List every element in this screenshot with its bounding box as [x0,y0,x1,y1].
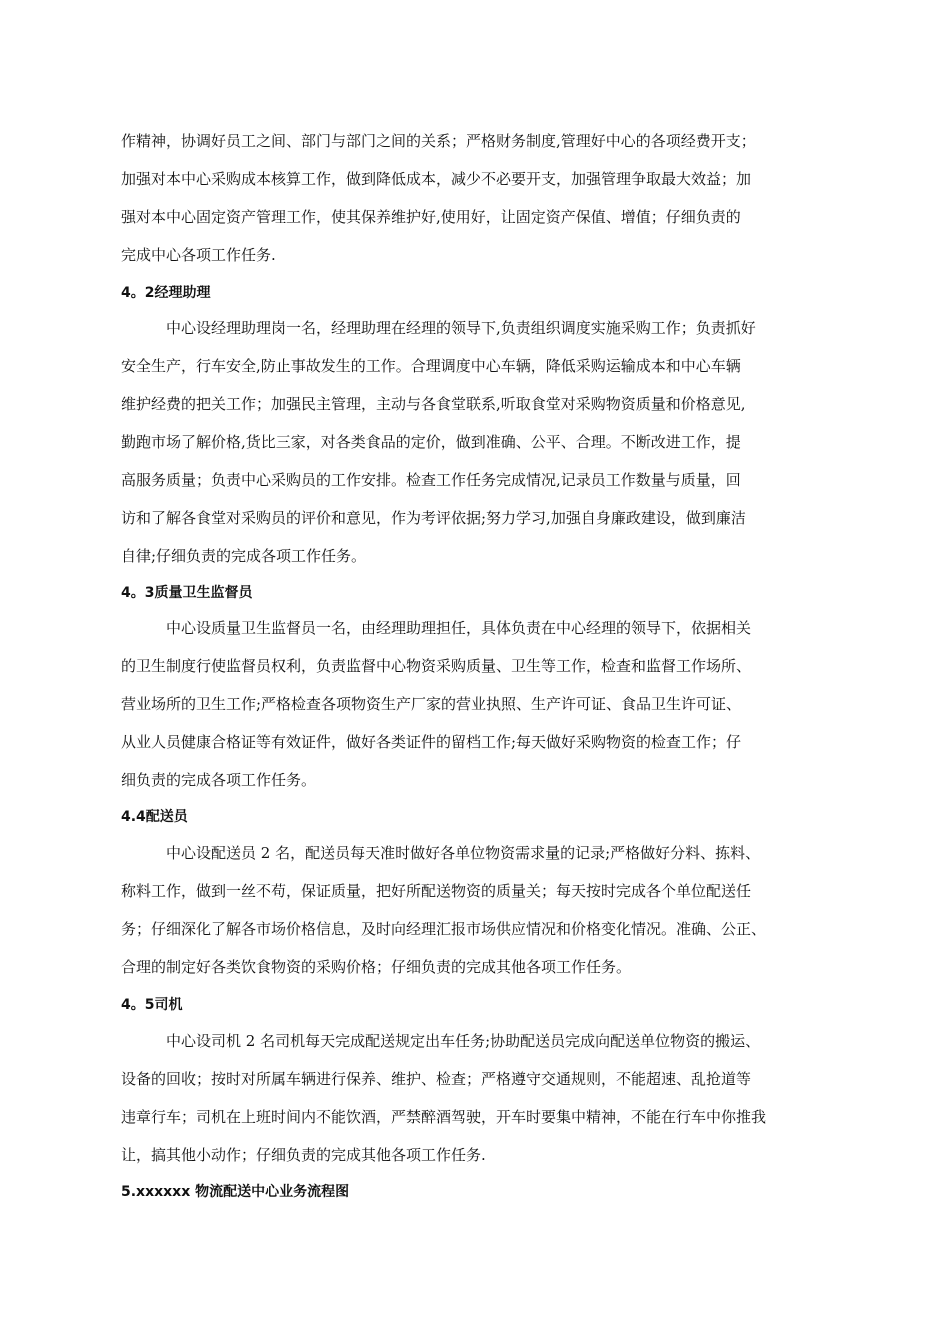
paragraph-line: 勤跑市场了解价格,货比三家，对各类食品的定价，做到准确、公平、合理。不断改进工作，提 [121,433,741,451]
paragraph-line: 访和了解各食堂对采购员的评价和意见，作为考评依据;努力学习,加强自身廉政建设，做到廉洁 [121,509,746,527]
paragraph-line: 营业场所的卫生工作;严格检查各项物资生产厂家的营业执照、生产许可证、食品卫生许可证、 [121,695,742,713]
section-heading-4-2: 4。2经理助理 [121,285,211,301]
paragraph-line: 合理的制定好各类饮食物资的采购价格；仔细负责的完成其他各项工作任务。 [121,958,632,976]
paragraph-line: 中心设质量卫生监督员一名，由经理助理担任，具体负责在中心经理的领导下，依据相关 [166,619,752,637]
paragraph-line: 作精神，协调好员工之间、部门与部门之间的关系；严格财务制度,管理好中心的各项经费开支； [121,132,756,150]
paragraph-line: 称料工作，做到一丝不苟，保证质量，把好所配送物资的质量关；每天按时完成各个单位配送任 [121,882,752,900]
section-heading-5: 5.xxxxxx 物流配送中心业务流程图 [121,1184,350,1200]
paragraph-line: 高服务质量；负责中心采购员的工作安排。检查工作任务完成情况,记录员工作数量与质量，回 [121,471,741,489]
paragraph-line: 让，搞其他小动作；仔细负责的完成其他各项工作任务. [121,1146,486,1164]
paragraph-line: 违章行车；司机在上班时间内不能饮酒，严禁醉酒驾驶，开车时要集中精神，不能在行车中你推我 [121,1108,767,1126]
paragraph-line: 中心设配送员 2 名，配送员每天准时做好各单位物资需求量的记录;严格做好分料、拣料、 [166,844,761,862]
paragraph-line: 完成中心各项工作任务. [121,246,276,264]
paragraph-line: 务；仔细深化了解各市场价格信息，及时向经理汇报市场供应情况和价格变化情况。准确、公正、 [121,920,767,938]
paragraph-line: 中心设司机 2 名司机每天完成配送规定出车任务;协助配送员完成向配送单位物资的搬运、 [166,1032,761,1050]
paragraph-line: 强对本中心固定资产管理工作，使其保养维护好,使用好，让固定资产保值、增值；仔细负责的 [121,208,741,226]
paragraph-line: 细负责的完成各项工作任务。 [121,771,317,789]
paragraph-line: 自律;仔细负责的完成各项工作任务。 [121,547,367,565]
paragraph-line: 加强对本中心采购成本核算工作，做到降低成本，减少不必要开支，加强管理争取最大效益；加 [121,170,752,188]
paragraph-line: 的卫生制度行使监督员权利，负责监督中心物资采购质量、卫生等工作，检查和监督工作场所、 [121,657,752,675]
paragraph-line: 中心设经理助理岗一名，经理助理在经理的领导下,负责组织调度实施采购工作；负责抓好 [166,319,756,337]
section-heading-4-5: 4。5司机 [121,997,183,1013]
section-heading-4-4: 4.4配送员 [121,809,188,825]
paragraph-line: 维护经费的把关工作；加强民主管理，主动与各食堂联系,听取食堂对采购物资质量和价格意见, [121,395,746,413]
paragraph-line: 安全生产，行车安全,防止事故发生的工作。合理调度中心车辆，降低采购运输成本和中心车辆 [121,357,741,375]
paragraph-line: 从业人员健康合格证等有效证件，做好各类证件的留档工作;每天做好采购物资的检查工作；仔 [121,733,742,751]
section-heading-4-3: 4。3质量卫生监督员 [121,585,253,601]
paragraph-line: 设备的回收；按时对所属车辆进行保养、维护、检查；严格遵守交通规则，不能超速、乱抢道等 [121,1070,752,1088]
